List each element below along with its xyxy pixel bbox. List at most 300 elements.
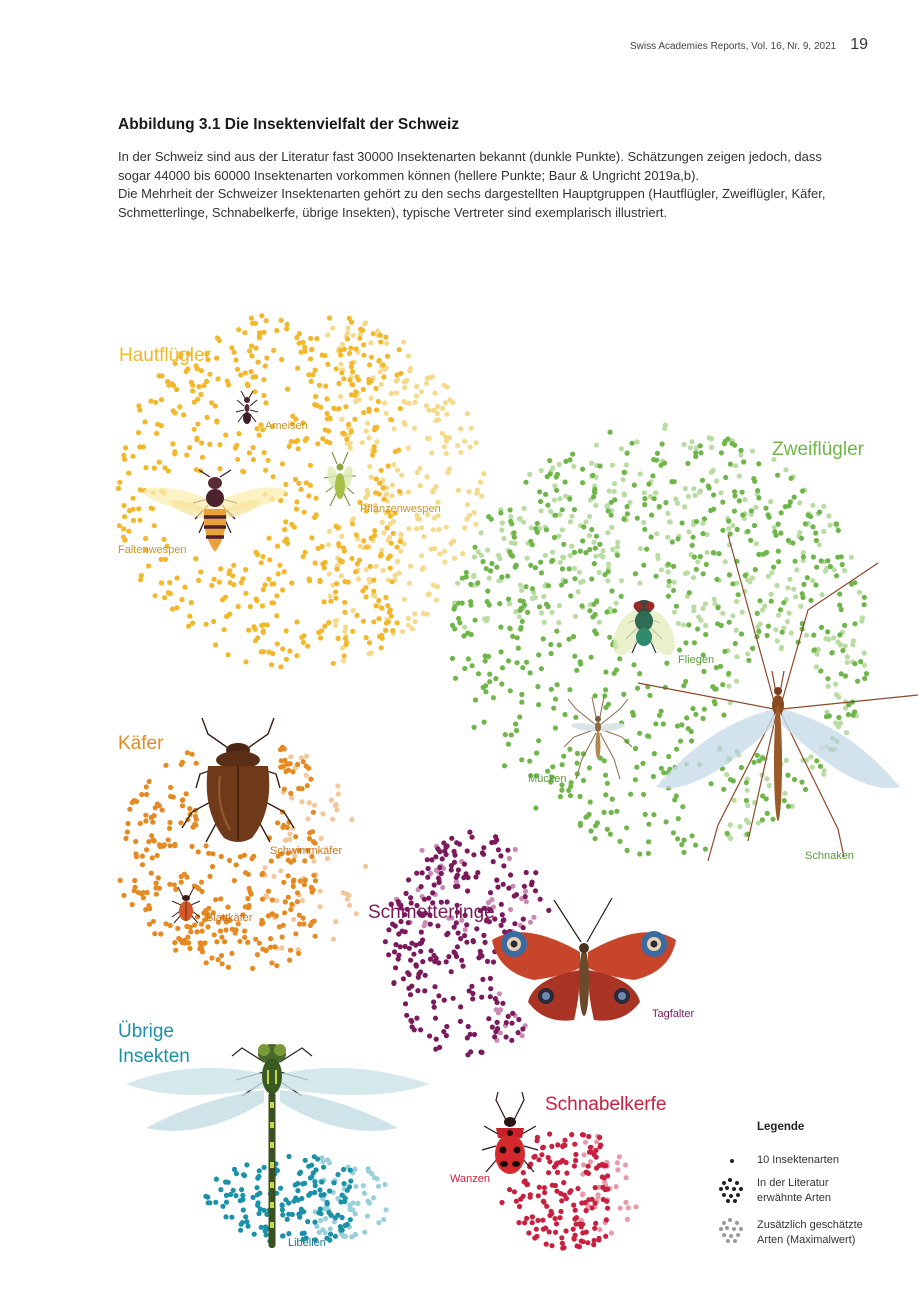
species-dot (346, 325, 351, 330)
species-dot (414, 526, 419, 531)
species-dot (655, 553, 660, 558)
species-dot (383, 939, 388, 944)
species-dot (674, 793, 679, 798)
species-dot (265, 622, 270, 627)
species-dot (756, 629, 761, 634)
species-dot (282, 746, 287, 751)
species-dot (444, 932, 449, 937)
species-dot (641, 520, 646, 525)
species-dot (384, 1207, 389, 1212)
species-dot (530, 1220, 535, 1225)
species-dot (583, 519, 588, 524)
group-title-uebrige-line2: Insekten (118, 1046, 190, 1067)
species-dot (862, 663, 867, 668)
species-dot (615, 553, 620, 558)
species-dot (612, 608, 617, 613)
species-dot (308, 336, 313, 341)
species-dot (218, 1187, 223, 1192)
species-dot (755, 611, 760, 616)
species-dot (223, 1179, 228, 1184)
running-head: Swiss Academies Reports, Vol. 16, Nr. 9, 2021 (629, 41, 837, 52)
species-dot (255, 1203, 260, 1208)
species-dot (189, 380, 194, 385)
species-dot (707, 435, 712, 440)
species-dot (294, 653, 299, 658)
species-dot (543, 492, 548, 497)
species-dot (424, 381, 429, 386)
species-dot (504, 1020, 509, 1025)
species-dot (546, 583, 551, 588)
species-dot (389, 391, 394, 396)
species-dot (523, 894, 528, 899)
species-dot (457, 620, 462, 625)
species-dot (476, 671, 481, 676)
species-dot (432, 959, 437, 964)
species-dot (136, 890, 141, 895)
species-dot (600, 1162, 605, 1167)
species-dot (597, 1227, 602, 1232)
species-dot (235, 457, 240, 462)
species-dot (271, 581, 276, 586)
species-dot (311, 810, 316, 815)
species-dot (216, 376, 221, 381)
species-dot (703, 623, 708, 628)
species-dot (249, 316, 254, 321)
species-dot (171, 794, 176, 799)
species-dot (392, 426, 397, 431)
species-dot (603, 669, 608, 674)
species-dot (336, 791, 341, 796)
species-dot (402, 597, 407, 602)
species-dot (257, 330, 262, 335)
species-dot (184, 875, 189, 880)
species-dot (765, 811, 770, 816)
species-dot (509, 1021, 514, 1026)
species-dot (364, 544, 369, 549)
species-dot (458, 426, 463, 431)
species-dot (154, 431, 159, 436)
species-dot (627, 500, 632, 505)
species-dot (452, 556, 457, 561)
species-dot (465, 502, 470, 507)
species-dot (605, 578, 610, 583)
species-dot (769, 570, 774, 575)
species-dot (282, 758, 287, 763)
species-dot (776, 549, 781, 554)
species-dot (339, 573, 344, 578)
species-dot (241, 1172, 246, 1177)
species-dot (827, 523, 832, 528)
species-dot (702, 707, 707, 712)
species-dot (136, 506, 141, 511)
species-dot (674, 604, 679, 609)
species-dot (333, 919, 338, 924)
species-dot (535, 521, 540, 526)
species-dot (286, 1200, 291, 1205)
species-dot (464, 570, 469, 575)
species-dot (524, 660, 529, 665)
species-dot (821, 772, 826, 777)
species-dot (779, 510, 784, 515)
species-dot (750, 575, 755, 580)
species-dot (263, 468, 268, 473)
species-dot (214, 356, 219, 361)
species-dot (361, 1183, 366, 1188)
species-dot (486, 1016, 491, 1021)
species-dot (605, 827, 610, 832)
species-dot (328, 593, 333, 598)
species-dot (581, 778, 586, 783)
species-dot (335, 783, 340, 788)
species-dot (811, 554, 816, 559)
species-dot (637, 851, 642, 856)
species-dot (136, 430, 141, 435)
species-dot (814, 538, 819, 543)
species-dot (589, 576, 594, 581)
species-dot (589, 527, 594, 532)
species-dot (456, 601, 461, 606)
species-dot (694, 567, 699, 572)
species-dot (323, 384, 328, 389)
species-dot (184, 791, 189, 796)
species-dot (458, 450, 463, 455)
species-dot (846, 702, 851, 707)
species-dot (274, 963, 279, 968)
label-libellen: Libellen (288, 1237, 326, 1249)
species-dot (253, 638, 258, 643)
species-dot (651, 457, 656, 462)
species-dot (410, 626, 415, 631)
species-dot (469, 426, 474, 431)
species-dot (732, 798, 737, 803)
species-dot (481, 845, 486, 850)
species-dot (671, 564, 676, 569)
species-dot (505, 848, 510, 853)
species-dot (338, 348, 343, 353)
species-dot (703, 847, 708, 852)
species-dot (379, 645, 384, 650)
species-dot (304, 754, 309, 759)
species-dot (730, 581, 735, 586)
species-dot (640, 761, 645, 766)
species-dot (775, 638, 780, 643)
species-dot (206, 906, 211, 911)
species-dot (734, 654, 739, 659)
species-dot (274, 328, 279, 333)
species-dot (560, 527, 565, 532)
species-dot (573, 1158, 578, 1163)
species-dot (288, 754, 293, 759)
species-dot (287, 831, 292, 836)
species-dot (328, 1226, 333, 1231)
species-dot (587, 514, 592, 519)
species-dot (732, 489, 737, 494)
species-dot (261, 377, 266, 382)
species-dot (323, 427, 328, 432)
species-dot (223, 927, 228, 932)
species-dot (481, 685, 486, 690)
species-dot (705, 550, 710, 555)
species-dot (204, 379, 209, 384)
species-dot (749, 508, 754, 513)
species-dot (376, 598, 381, 603)
species-dot (336, 381, 341, 386)
species-dot (609, 810, 614, 815)
species-dot (610, 797, 615, 802)
species-dot (598, 553, 603, 558)
species-dot (228, 1192, 233, 1197)
species-dot (688, 445, 693, 450)
species-dot (862, 651, 867, 656)
species-dot (341, 376, 346, 381)
species-dot (444, 451, 449, 456)
species-dot (380, 520, 385, 525)
species-dot (343, 624, 348, 629)
species-dot (509, 521, 514, 526)
species-dot (256, 1211, 261, 1216)
species-dot (533, 805, 538, 810)
species-dot (456, 930, 461, 935)
species-dot (250, 966, 255, 971)
species-dot (451, 996, 456, 1001)
species-dot (516, 1030, 521, 1035)
species-dot (295, 1181, 300, 1186)
species-dot (801, 582, 806, 587)
species-dot (354, 346, 359, 351)
species-dot (451, 949, 456, 954)
species-dot (470, 996, 475, 1001)
species-dot (258, 422, 263, 427)
species-dot (334, 807, 339, 812)
species-dot (500, 520, 505, 525)
species-dot (376, 616, 381, 621)
species-dot (787, 611, 792, 616)
species-dot (779, 646, 784, 651)
species-dot (279, 357, 284, 362)
species-dot (781, 600, 786, 605)
species-dot (261, 330, 266, 335)
species-dot (388, 566, 393, 571)
species-dot (414, 394, 419, 399)
species-dot (560, 555, 565, 560)
species-dot (495, 1020, 500, 1025)
species-dot (368, 564, 373, 569)
species-dot (624, 462, 629, 467)
species-dot (529, 882, 534, 887)
species-dot (604, 609, 609, 614)
species-dot (294, 619, 299, 624)
species-dot (499, 923, 504, 928)
species-dot (220, 1204, 225, 1209)
species-dot (259, 623, 264, 628)
species-dot (340, 559, 345, 564)
species-dot (567, 496, 572, 501)
species-dot (379, 382, 384, 387)
species-dot (325, 411, 330, 416)
species-dot (223, 1214, 228, 1219)
species-dot (690, 543, 695, 548)
species-dot (117, 523, 122, 528)
species-dot (408, 895, 413, 900)
group-title-zweifluegler: Zweiflügler (772, 439, 864, 460)
species-dot (700, 521, 705, 526)
species-dot (386, 463, 391, 468)
species-dot (586, 1134, 591, 1139)
species-dot (282, 539, 287, 544)
species-dot (341, 1167, 346, 1172)
species-dot (494, 877, 499, 882)
species-dot (857, 590, 862, 595)
species-dot (646, 482, 651, 487)
species-dot (550, 1183, 555, 1188)
species-dot (614, 601, 619, 606)
species-dot (239, 1187, 244, 1192)
species-dot (389, 493, 394, 498)
species-dot (800, 591, 805, 596)
species-dot (382, 401, 387, 406)
species-dot (207, 1200, 212, 1205)
species-dot (766, 624, 771, 629)
species-dot (817, 542, 822, 547)
species-dot (497, 556, 502, 561)
species-dot (608, 832, 613, 837)
species-dot (418, 1027, 423, 1032)
species-dot (363, 320, 368, 325)
species-dot (335, 525, 340, 530)
species-dot (727, 620, 732, 625)
species-dot (708, 508, 713, 513)
species-dot (303, 878, 308, 883)
species-dot (312, 803, 317, 808)
species-dot (778, 607, 783, 612)
species-dot (234, 443, 239, 448)
species-dot (157, 803, 162, 808)
species-dot (199, 880, 204, 885)
species-dot (501, 536, 506, 541)
caption-line-1: In der Schweiz sind aus der Literatur fast 30000 Insektenarten bekannt (dunkle Punkte). Schätzungen zeigen jedoch, dass sogar 44000 bis 60000 Insektenarten vorkommen können (hellere Punkte; Baur & Ungricht 2019a,b). (118, 149, 822, 183)
species-dot (327, 571, 332, 576)
species-dot (561, 1143, 566, 1148)
species-dot (334, 567, 339, 572)
species-dot (142, 419, 147, 424)
species-dot (381, 497, 386, 502)
species-dot (674, 747, 679, 752)
species-dot (239, 580, 244, 585)
species-dot (245, 940, 250, 945)
species-dot (612, 481, 617, 486)
species-dot (406, 490, 411, 495)
species-dot (328, 1213, 333, 1218)
species-dot (737, 474, 742, 479)
species-dot (535, 1218, 540, 1223)
species-dot (255, 426, 260, 431)
species-dot (144, 792, 149, 797)
species-dot (490, 1025, 495, 1030)
species-dot (314, 496, 319, 501)
species-dot (442, 560, 447, 565)
species-dot (149, 506, 154, 511)
species-dot (325, 1157, 330, 1162)
species-dot (558, 1191, 563, 1196)
species-dot (533, 870, 538, 875)
species-dot (561, 1180, 566, 1185)
species-dot (339, 417, 344, 422)
species-dot (506, 742, 511, 747)
species-dot (785, 585, 790, 590)
species-dot (685, 461, 690, 466)
species-dot (304, 773, 309, 778)
species-dot (681, 622, 686, 627)
species-dot (637, 581, 642, 586)
species-dot (483, 940, 488, 945)
species-dot (584, 1170, 589, 1175)
species-dot (730, 523, 735, 528)
species-dot (264, 318, 269, 323)
species-dot (256, 360, 261, 365)
species-dot (462, 525, 467, 530)
species-dot (693, 843, 698, 848)
species-dot (303, 438, 308, 443)
species-dot (346, 422, 351, 427)
species-dot (383, 335, 388, 340)
species-dot (402, 385, 407, 390)
species-dot (541, 1199, 546, 1204)
species-dot (506, 658, 511, 663)
species-dot (603, 792, 608, 797)
species-dot (430, 374, 435, 379)
label-fliegen: Fliegen (678, 654, 715, 666)
species-dot (460, 964, 465, 969)
species-dot (361, 342, 366, 347)
species-dot (691, 604, 696, 609)
species-dot (725, 436, 730, 441)
species-dot (354, 532, 359, 537)
species-dot (561, 542, 566, 547)
species-dot (286, 1231, 291, 1236)
species-dot (131, 518, 136, 523)
species-dot (285, 322, 290, 327)
species-dot (626, 1205, 631, 1210)
species-dot (443, 434, 448, 439)
species-dot (415, 988, 420, 993)
species-dot (771, 565, 776, 570)
species-dot (398, 532, 403, 537)
species-dot (412, 400, 417, 405)
species-dot (452, 626, 457, 631)
species-dot (597, 620, 602, 625)
species-dot (291, 884, 296, 889)
species-dot (452, 849, 457, 854)
species-dot (610, 463, 615, 468)
species-dot (233, 930, 238, 935)
species-dot (752, 760, 757, 765)
species-dot (307, 800, 312, 805)
species-dot (264, 1232, 269, 1237)
species-dot (347, 316, 352, 321)
species-dot (588, 1159, 593, 1164)
species-dot (375, 1176, 380, 1181)
figure-title: Abbildung 3.1 Die Insektenvielfalt der Schweiz (118, 116, 460, 133)
species-dot (521, 917, 526, 922)
species-dot (745, 577, 750, 582)
species-dot (852, 580, 857, 585)
species-dot (487, 576, 492, 581)
species-dot (229, 345, 234, 350)
species-dot (542, 1190, 547, 1195)
species-dot (663, 423, 668, 428)
species-dot (618, 1206, 623, 1211)
species-dot (680, 804, 685, 809)
